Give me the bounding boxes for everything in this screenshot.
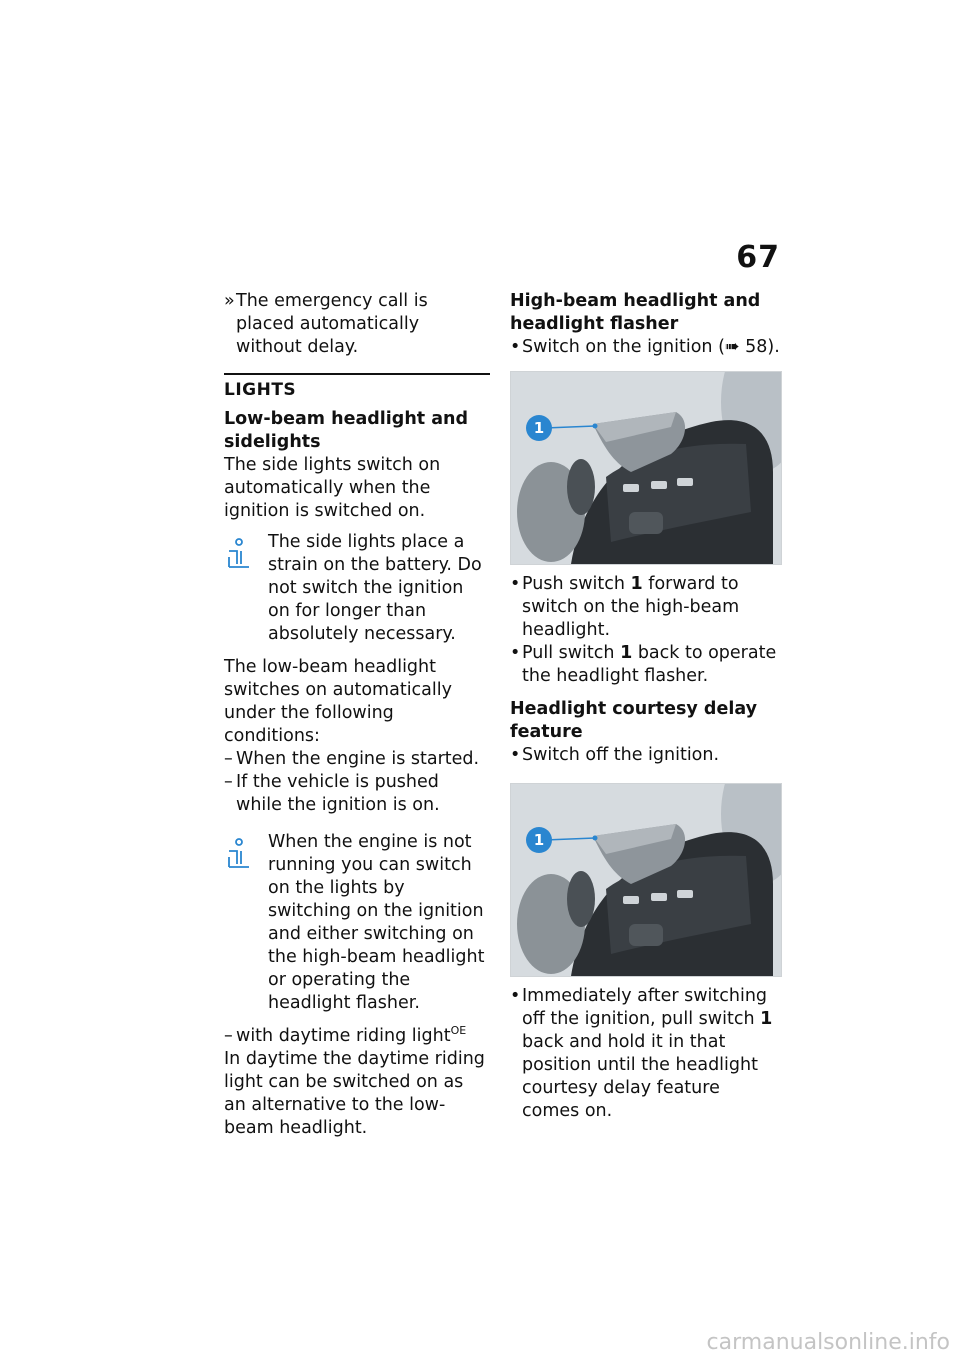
switch-number: 1 <box>620 643 633 663</box>
condition-text: When the engine is started. <box>236 749 480 769</box>
round-bullet: • <box>510 643 521 663</box>
switch-number: 1 <box>760 1009 773 1029</box>
info-icon <box>226 837 252 869</box>
lowbeam-text: The low-beam headlight switches on automatically under the following conditions: <box>224 657 452 746</box>
section-title: LIGHTS <box>224 380 297 400</box>
dash-bullet: – <box>224 749 233 769</box>
round-bullet: • <box>510 574 521 594</box>
ignition-off-text: Switch off the ignition. <box>522 745 720 765</box>
callout-number: 1 <box>533 419 545 437</box>
drl-text: In daytime the daytime riding light can be switched on as an alternative to the low-beam headlight. <box>224 1049 485 1138</box>
note-battery-line1: The side lights place a <box>268 532 465 552</box>
courtesy-heading: Headlight courtesy delay feature <box>510 699 757 742</box>
page-reference-arrow-icon: ➠ <box>724 337 740 357</box>
push-step-text-end: forward to switch on the high-beam headlight. <box>522 574 740 640</box>
drl-item-text: with daytime riding light <box>236 1026 451 1046</box>
highbeam-heading: High-beam headlight and headlight flasher <box>510 291 761 334</box>
dash-bullet: – <box>224 1026 233 1046</box>
switch-figure-1 <box>510 371 782 565</box>
round-bullet: • <box>510 745 521 765</box>
section-divider <box>224 373 490 375</box>
courtesy-step-text-end: back and hold it in that position until the headlight courtesy delay feature comes on. <box>522 1032 758 1121</box>
handlebar-switch-illustration <box>511 784 781 976</box>
condition-item <box>224 771 490 817</box>
ignition-off-step <box>510 744 782 767</box>
note-engine-text: running you can switch on the lights by switching on the ignition and either switching on the high-beam headlight or operating the headlight flasher. <box>268 855 485 1013</box>
right-column <box>510 290 782 1123</box>
pull-step <box>510 642 782 688</box>
ignition-on-text: Switch on the ignition ( <box>522 337 725 357</box>
round-bullet: • <box>510 337 521 357</box>
page-number: 67 <box>736 240 780 275</box>
sidelights-text: The side lights switch on automatically when the ignition is switched on. <box>224 455 441 521</box>
condition-item <box>224 748 490 771</box>
courtesy-step <box>510 985 782 1123</box>
info-icon <box>226 537 252 569</box>
switch-number: 1 <box>630 574 643 594</box>
chevron-bullet-icon: » <box>224 291 235 311</box>
note-engine <box>224 831 490 1015</box>
drl-item <box>224 1025 490 1048</box>
ignition-on-ref: 58). <box>739 337 780 357</box>
note-battery <box>224 531 490 646</box>
callout-number: 1 <box>533 831 545 849</box>
watermark: carmanualsonline.info <box>706 1330 950 1355</box>
round-bullet: • <box>510 986 521 1006</box>
courtesy-step-text: Immediately after switching off the ignition, pull switch <box>522 986 768 1029</box>
push-step-text: Push switch <box>522 574 631 594</box>
pull-step-text: Pull switch <box>522 643 621 663</box>
ignition-on-step <box>510 336 782 359</box>
handlebar-switch-illustration <box>511 372 781 564</box>
lowbeam-heading: Low-beam headlight and sidelights <box>224 409 469 452</box>
intro-bullet <box>224 290 490 359</box>
left-column <box>224 290 490 1140</box>
dash-bullet: – <box>224 772 233 792</box>
switch-figure-2 <box>510 783 782 977</box>
note-battery-text: strain on the battery. Do not switch the ignition on for longer than absolutely necessary. <box>268 555 482 644</box>
optional-equipment-mark: OE <box>450 1024 467 1038</box>
note-engine-line1: When the engine is not <box>268 832 472 852</box>
push-step <box>510 573 782 642</box>
pull-step-text-end: back to operate the headlight flasher. <box>522 643 777 686</box>
intro-bullet-text: The emergency call is placed automatically without delay. <box>236 291 428 357</box>
condition-text: If the vehicle is pushed while the ignition is on. <box>236 772 440 815</box>
